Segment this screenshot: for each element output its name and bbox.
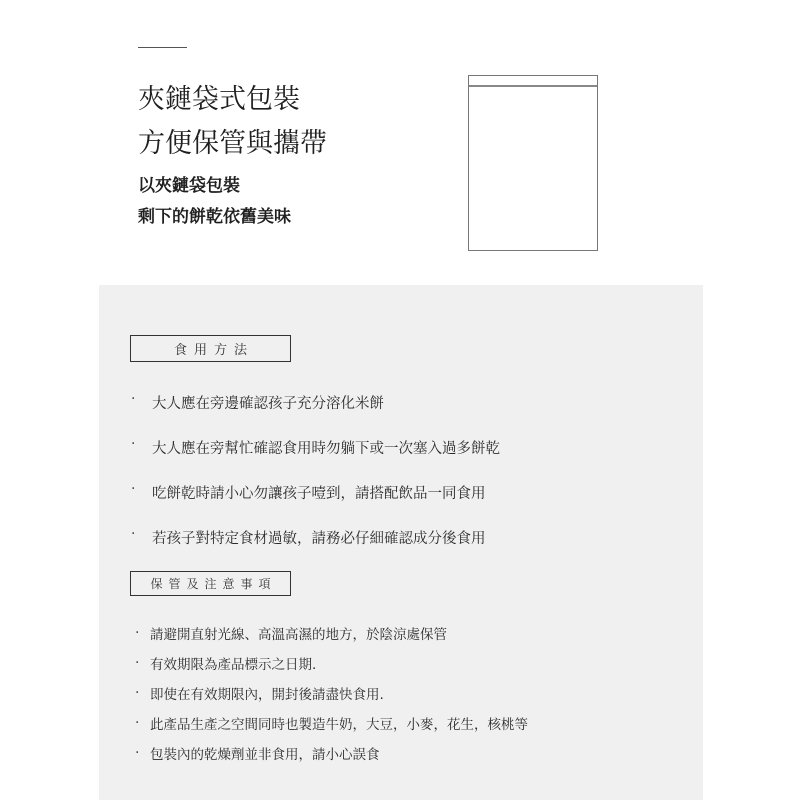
bullet-icon: ·	[131, 480, 136, 497]
bullet-icon: ·	[131, 525, 136, 542]
subheadline-line-2: 剩下的餅乾依舊美味	[138, 207, 291, 227]
headline-line-1: 夾鏈袋式包裝	[138, 84, 300, 115]
top-divider	[138, 47, 187, 48]
bullet-icon: ·	[135, 655, 140, 671]
storage-item-text: 包裝內的乾燥劑並非食用，請小心誤食	[150, 747, 380, 763]
headline-line-2: 方便保管與攜帶	[138, 128, 327, 159]
storage-section-title: 保管及注意事項	[130, 571, 291, 596]
list-item	[135, 618, 528, 648]
usage-section-title: 食用方法	[130, 335, 291, 362]
subheadline	[138, 171, 291, 233]
bullet-icon: ·	[135, 685, 140, 701]
bullet-icon: ·	[135, 625, 140, 641]
storage-item-text: 有效期限為產品標示之日期.	[150, 657, 317, 673]
usage-item-text: 大人應在旁幫忙確認食用時勿躺下或一次塞入過多餅乾	[152, 441, 500, 457]
subheadline-line-1: 以夾鏈袋包裝	[138, 176, 240, 196]
storage-item-text: 此產品生產之空間同時也製造牛奶，大豆，小麥，花生，核桃等	[150, 717, 528, 733]
list-item	[135, 678, 528, 708]
usage-item-text: 大人應在旁邊確認孩子充分溶化米餅	[152, 396, 384, 412]
zipper-line	[469, 85, 597, 87]
zipper-bag-icon	[468, 75, 598, 251]
storage-item-text: 請避開直射光線、高溫高濕的地方，於陰涼處保管	[150, 627, 447, 643]
list-item	[131, 515, 500, 560]
list-item	[135, 738, 528, 768]
list-item	[131, 425, 500, 470]
list-item	[135, 648, 528, 678]
bullet-icon: ·	[131, 435, 136, 452]
info-panel	[99, 285, 703, 800]
list-item	[131, 380, 500, 425]
usage-item-text: 若孩子對特定食材過敏，請務必仔細確認成分後食用	[152, 531, 486, 547]
usage-item-text: 吃餅乾時請小心勿讓孩子噎到，請搭配飲品一同食用	[152, 486, 486, 502]
headline	[138, 78, 327, 166]
list-item	[135, 708, 528, 738]
bullet-icon: ·	[135, 715, 140, 731]
usage-list	[131, 380, 500, 560]
storage-list	[135, 618, 528, 768]
storage-item-text: 即使在有效期限內，開封後請盡快食用.	[150, 687, 384, 703]
list-item	[131, 470, 500, 515]
bullet-icon: ·	[131, 390, 136, 407]
bullet-icon: ·	[135, 745, 140, 761]
